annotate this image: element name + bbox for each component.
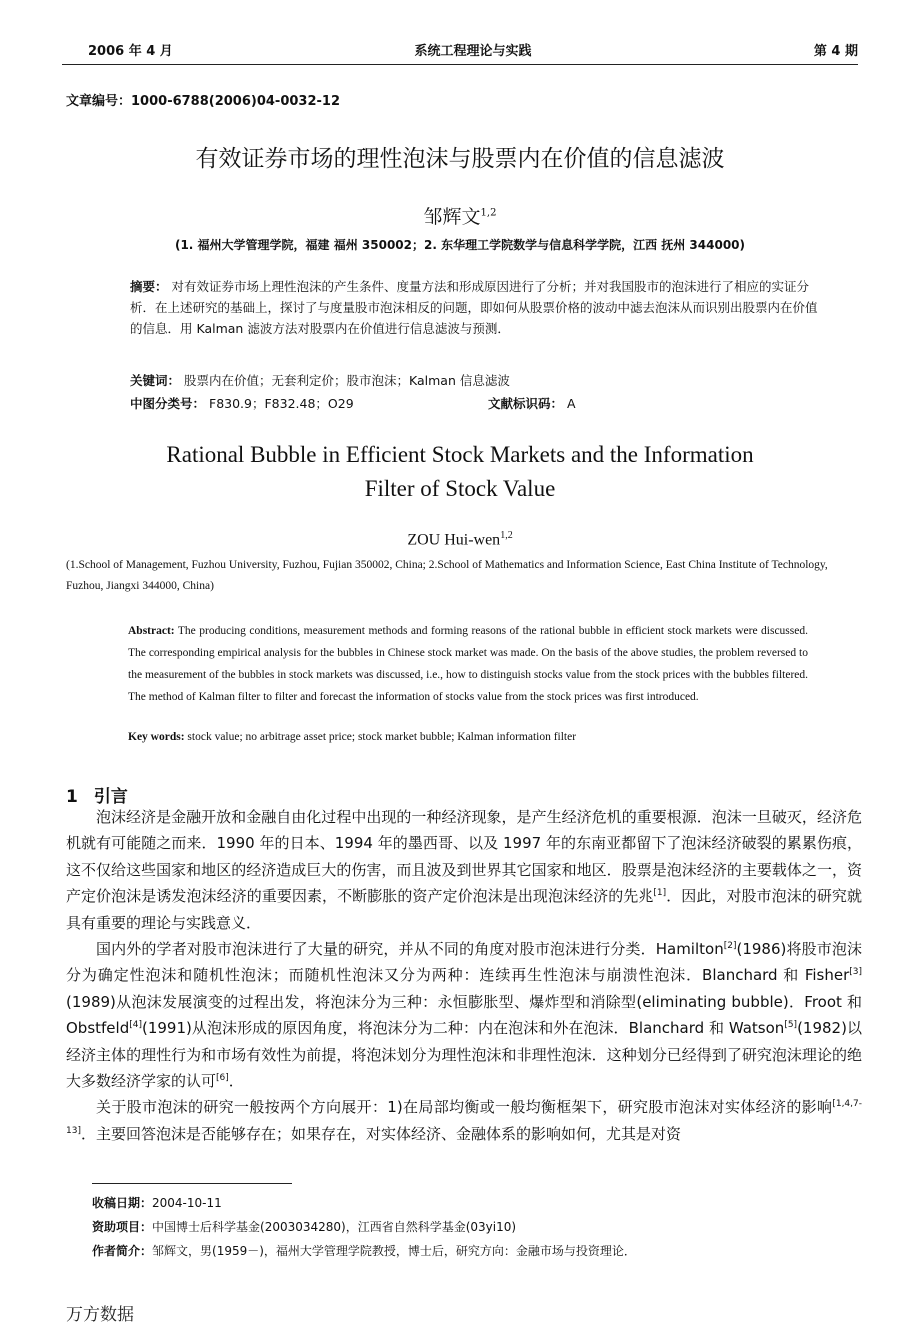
footnote-received-label: 收稿日期： [92, 1196, 153, 1210]
citation: [5] [784, 1020, 798, 1031]
paragraph-2-text-d: (1991)从泡沫形成的原因角度，将泡沫分为二种：内在泡沫和外在泡沫．Blanchard 和 Watson [141, 1019, 785, 1038]
document-code [488, 394, 576, 412]
footnote-funding-label: 资助项目： [92, 1220, 153, 1234]
footnote-funding [92, 1215, 860, 1239]
footnote-received-value: 2004-10-11 [152, 1196, 222, 1210]
title-english-line-1: Rational Bubble in Efficient Stock Markets and the Information [166, 442, 754, 467]
paragraph-3-text-a: 关于股市泡沫的研究一般按两个方向展开：1)在局部均衡或一般均衡框架下，研究股市泡沫对实体经济的影响 [96, 1098, 833, 1117]
footnote-author [92, 1239, 860, 1263]
running-header [88, 38, 858, 60]
affiliation-english: (1.School of Management, Fuzhou University, Fuzhou, Fujian 350002, China; 2.School of Mathematics and Information Science, East China Institute of Technology, Fuzhou, Jiangxi 344000, China) [66, 559, 828, 592]
article-number [66, 90, 340, 109]
citation: [4] [129, 1020, 142, 1031]
clc-text: F830.9；F832.48；O29 [209, 396, 354, 411]
paragraph-2 [66, 936, 862, 1094]
paragraph-1-text-a: 泡沫经济是金融开放和金融自由化过程中出现的一种经济现象，是产生经济危机的重要根源．泡沫一旦破灭，经济危机就有可能随之而来．1990 年的日本、1994 年的墨西哥、以及 1997 年的东南亚都留下了泡沫经济破裂的累累伤痕，这不仅给这些国家和地区的经济造成巨大的伤害，而且波及到世界其它国家和地区．股票是泡沫经济的主要载体之一，资产定价泡沫是诱发泡沫经济的重要因素，不断膨胀的资产定价泡沫是出现泡沫经济的先兆 [66, 808, 862, 906]
affiliation-chinese: (1. 福州大学管理学院，福建 福州 350002；2. 东华理工学院数学与信息科学学院，江西 抚州 344000) [174, 238, 746, 252]
citation: [2] [723, 941, 737, 952]
abstract-english [128, 620, 808, 708]
paragraph-2-text-f: ． [228, 1072, 244, 1091]
citation: [1,4,7-13] [66, 1099, 862, 1136]
title-english [80, 438, 840, 506]
header-journal: 系统工程理论与实践 [414, 44, 532, 59]
author-chinese [0, 202, 920, 229]
footnote-funding-value: 中国博士后科学基金(2003034280)，江西省自然科学基金(03yi10) [152, 1220, 517, 1234]
title-chinese: 有效证券市场的理性泡沫与股票内在价值的信息滤波 [195, 146, 725, 172]
author-english-name: ZOU Hui-wen [407, 531, 501, 549]
footnote-divider [92, 1183, 292, 1184]
author-chinese-name: 邹辉文 [423, 206, 481, 228]
paragraph-1 [66, 804, 862, 936]
abstract-chinese-label: 摘要： [130, 279, 168, 294]
title-english-line-2: Filter of Stock Value [364, 476, 556, 501]
clc-number [130, 394, 354, 412]
paragraph-2-text-b: (1986)将股市泡沫分为确定性泡沫和随机性泡沫；而随机性泡沫又分为两种：连续再生性泡沫与崩溃性泡沫．Blanchard 和 Fisher [66, 940, 862, 985]
footnote-received [92, 1191, 860, 1215]
keywords-chinese [130, 371, 510, 389]
paragraph-3-text-b: ．主要回答泡沫是否能够存在；如果存在，对实体经济、金融体系的影响如何，尤其是对资 [80, 1124, 681, 1143]
footnote-author-value: 邹辉文，男(1959－)，福州大学管理学院教授，博士后，研究方向：金融市场与投资理论． [152, 1244, 636, 1258]
author-english-affil-marker: 1,2 [500, 530, 513, 541]
document-code-text: A [567, 396, 576, 411]
header-issue: 第 4 期 [813, 44, 858, 59]
abstract-chinese-text: 对有效证券市场上理性泡沫的产生条件、度量方法和形成原因进行了分析；并对我国股市的泡沫进行了相应的实证分析．在上述研究的基础上，探讨了与度量股市泡沫相反的问题，即如何从股票价格的波动中滤去泡沫从而识别出股票内在价值的信息．用 Kalman 滤波方法对股票内在价值进行信息滤波与预测． [130, 279, 818, 336]
paragraph-2-text-c: (1989)从泡沫发展演变的过程出发，将泡沫分为三种：永恒膨胀型、爆炸型和消除型(eliminating bubble)．Froot 和 Obstfeld [66, 992, 862, 1038]
abstract-english-label: Abstract: [128, 625, 175, 637]
keywords-english [128, 731, 576, 743]
paragraph-1-text-b: ．因此，对股市泡沫的研究就具有重要的理论与实践意义． [66, 887, 862, 932]
citation: [3] [849, 967, 862, 978]
author-english [0, 530, 920, 549]
footnotes [92, 1191, 860, 1263]
author-chinese-affil-marker: 1,2 [480, 207, 497, 219]
document-code-label: 文献标识码： [488, 396, 564, 411]
citation: [1] [653, 888, 667, 899]
footnote-author-label: 作者简介： [92, 1244, 153, 1258]
section-title: 引言 [93, 787, 128, 807]
paragraph-2-text-a: 国内外的学者对股市泡沫进行了大量的研究，并从不同的角度对股市泡沫进行分类．Hamilton [96, 940, 724, 959]
source-watermark: 万方数据 [66, 1305, 134, 1325]
abstract-english-text: The producing conditions, measurement methods and forming reasons of the rational bubble in efficient stock markets were discussed. The corresponding empirical analysis for the bubbles in Chinese stock market was made. On the basis of the above studies, the problem reversed to the measurement of the bubbles in stock markets was discussed, i.e., how to distinguish stocks value from the stock prices with the bubbles filtered. The method of Kalman filter to filter and forecast the information of stocks value from the stock prices was first introduced. [128, 625, 808, 703]
paragraph-2-text-e: (1982)以经济主体的理性行为和市场有效性为前提，将泡沫划分为理性泡沫和非理性泡沫．这种划分已经得到了研究泡沫理论的绝大多数经济学家的认可 [66, 1019, 862, 1091]
keywords-chinese-text: 股票内在价值；无套利定价；股市泡沫；Kalman 信息滤波 [184, 373, 510, 388]
keywords-chinese-label: 关键词： [130, 373, 181, 388]
clc-label: 中图分类号： [130, 396, 206, 411]
article-number-value: 1000-6788(2006)04-0032-12 [131, 94, 340, 109]
header-date: 2006 年 4 月 [88, 44, 173, 59]
paragraph-3 [66, 1094, 862, 1147]
keywords-english-text: stock value; no arbitrage asset price; stock market bubble; Kalman information filter [187, 731, 577, 743]
article-number-label: 文章编号： [66, 94, 132, 109]
body-text [66, 804, 862, 1147]
header-divider [62, 64, 858, 65]
keywords-english-label: Key words: [128, 731, 185, 743]
citation: [6] [216, 1073, 229, 1084]
section-number: 1 [66, 787, 78, 807]
abstract-chinese [130, 276, 820, 339]
